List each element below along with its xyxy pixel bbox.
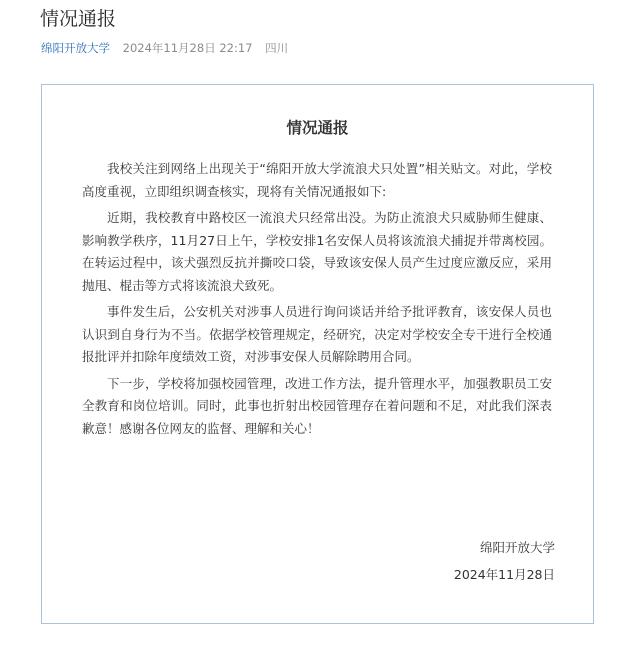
signature-date: 2024年11月28日 [453, 567, 555, 582]
notice-paragraph-next-steps: 下一步，学校将加强校园管理，改进工作方法，提升管理水平，加强教职员工安全教育和岗位培训。同时，此事也折射出校园管理存在着问题和不足，对此我们深表歉意！感谢各位网友的监督、理解和关心！ [82, 375, 552, 436]
source-link[interactable]: 绵阳开放大学 [41, 41, 110, 55]
notice-paragraph-intro: 我校关注到网络上出现关于“绵阳开放大学流浪犬只处置”相关贴文。对此，学校高度重视，立即组织调查核实，现将有关情况通报如下: [82, 161, 552, 199]
notice-image [41, 84, 594, 624]
notice-paragraph-incident: 近期，我校教育中路校区一流浪犬只经常出没。为防止流浪犬只威胁师生健康、影响教学秩序，11月27日上午，学校安排1名安保人员将该流浪犬捕捉并带离校园。在转运过程中，该犬强烈反抗并撕咬口袋，导致该安保人员产生过度应激反应，采用抛甩、棍击等方式将该流浪犬致死。 [82, 210, 552, 293]
notice-heading: 情况通报 [286, 119, 349, 137]
page-title: 情况通报 [40, 8, 117, 30]
region-label: 四川 [265, 41, 289, 55]
article-meta [41, 40, 288, 56]
notice-signature-block [454, 534, 555, 588]
notice-body [82, 158, 552, 444]
publish-datetime: 2024年11月28日 22:17 [122, 41, 253, 55]
signature-issuer: 绵阳开放大学 [479, 540, 555, 555]
notice-paragraph-handling: 事件发生后，公安机关对涉事人员进行询问谈话并给予批评教育，该安保人员也认识到自身行为不当。依据学校管理规定，经研究，决定对学校安全专干进行全校通报批评并扣除年度绩效工资，对涉事安保人员解除聘用合同。 [82, 304, 552, 364]
